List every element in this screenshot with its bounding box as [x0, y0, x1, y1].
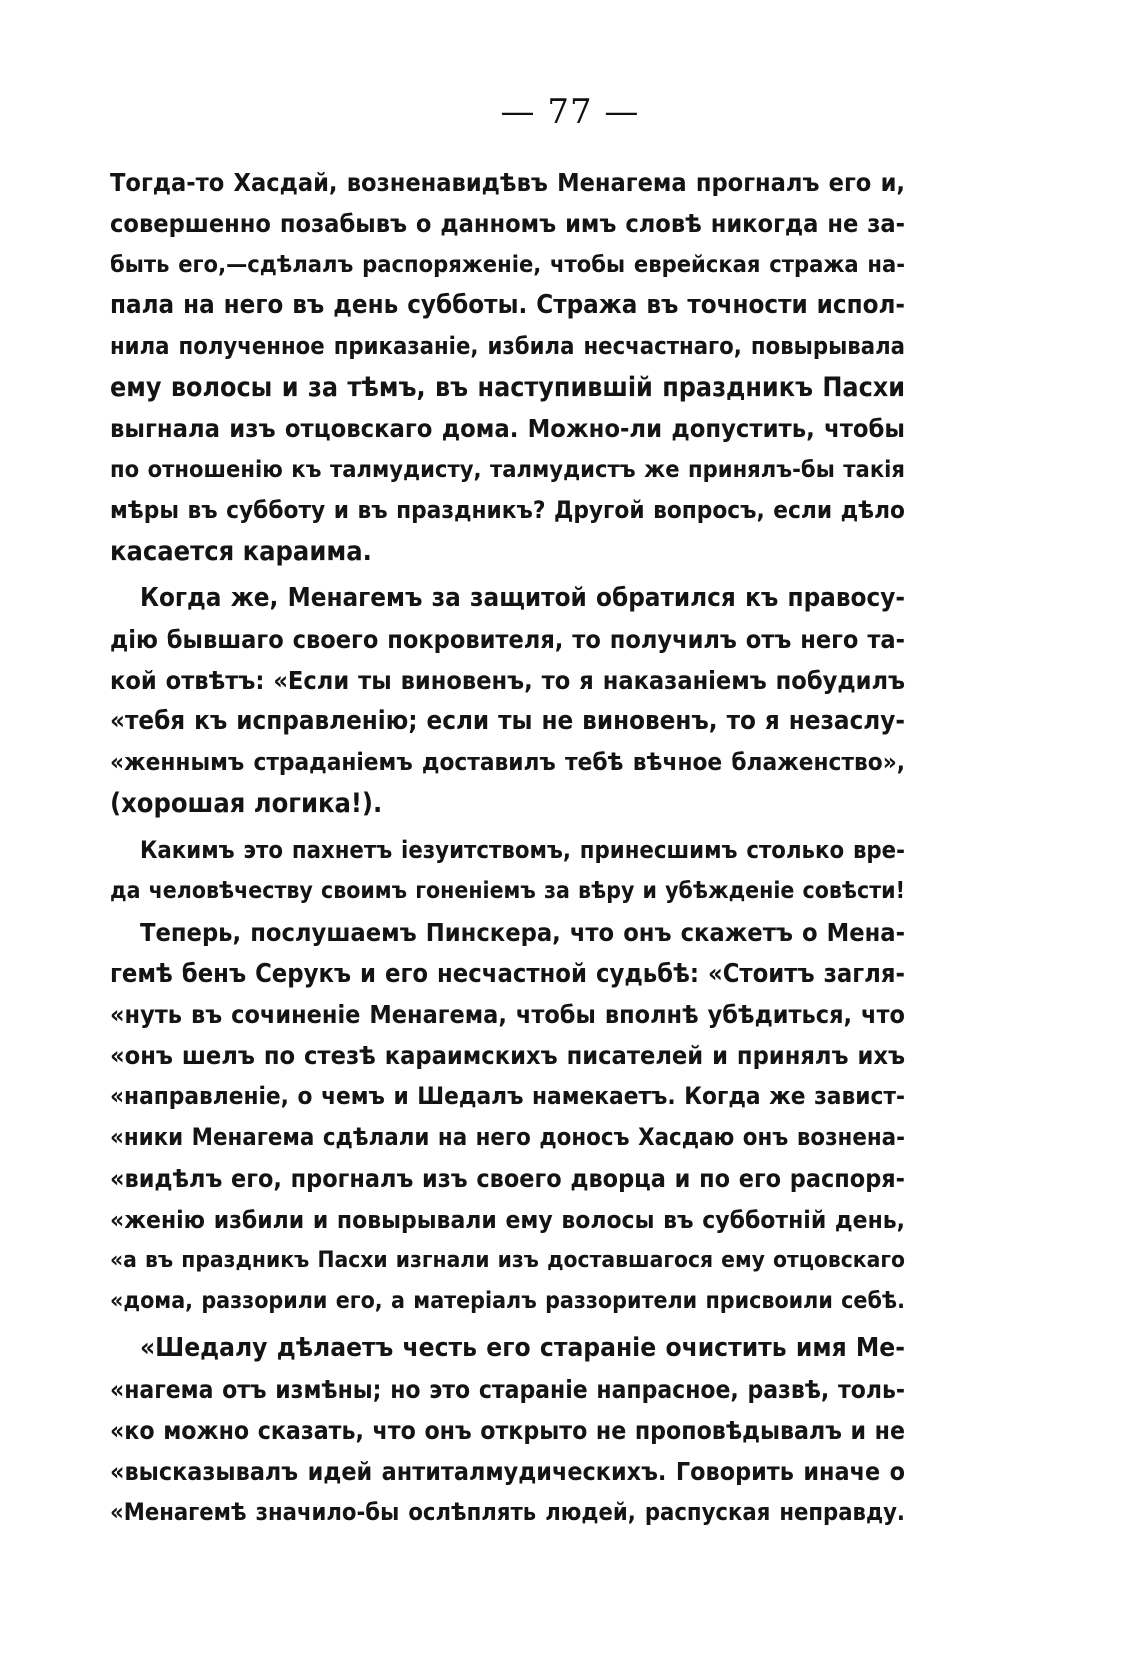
text-line: да человѣчеству своимъ гоненіемъ за вѣру и убѣжденіе совѣсти!	[110, 878, 905, 904]
text-line: дію бывшаго своего покровителя, то получилъ отъ него та-	[110, 625, 905, 654]
text-line: «нагема отъ измѣны; но это стараніе напрасное, развѣ, толь-	[110, 1375, 905, 1404]
text-line: «онъ шелъ по стезѣ караимскихъ писателей и принялъ ихъ	[110, 1041, 905, 1070]
text-line: по отношенію къ талмудисту, талмудистъ же принялъ-бы такія	[110, 455, 905, 483]
text-line: «видѣлъ его, прогналъ изъ своего дворца и по его распоря-	[110, 1164, 905, 1193]
text-line: касается караима.	[110, 536, 372, 567]
text-line: Тогда-то Хасдай, возненавидѣвъ Менагема прогналъ его и,	[110, 168, 905, 197]
text-line: ему волосы и за тѣмъ, въ наступившій праздникъ Пасхи	[110, 372, 905, 403]
text-line: Теперь, послушаемъ Пинскера, что онъ скажетъ о Мена-	[140, 918, 905, 947]
text-line: выгнала изъ отцовскаго дома. Можно-ли допустить, чтобы	[110, 414, 905, 443]
text-line: «а въ праздникъ Пасхи изгнали изъ доставшагося ему отцовскаго	[110, 1247, 905, 1273]
text-line: «направленіе, о чемъ и Шедалъ намекаетъ. Когда же завист-	[110, 1082, 905, 1110]
text-line: совершенно позабывъ о данномъ имъ словѣ никогда не за-	[110, 209, 905, 238]
text-line: «Шедалу дѣлаетъ честь его стараніе очистить имя Ме-	[140, 1333, 905, 1363]
text-line: мѣры въ субботу и въ праздникъ? Другой вопросъ, если дѣло	[110, 496, 905, 524]
text-line: Какимъ это пахнетъ іезуитствомъ, принесшимъ столько вре-	[140, 836, 905, 864]
text-line: кой отвѣтъ: «Если ты виновенъ, то я наказаніемъ побудилъ	[110, 666, 905, 695]
paragraph	[110, 830, 905, 912]
text-line: «Менагемѣ значило-бы ослѣплять людей, распуская неправду.	[110, 1498, 905, 1526]
page-number: — 77 —	[500, 92, 640, 132]
text-line: нила полученное приказаніе, избила несчастнаго, повырывала	[110, 332, 905, 360]
paragraph	[110, 162, 905, 572]
body-text	[110, 162, 905, 1533]
text-line: «тебя къ исправленію; если ты не виновенъ, то я незаслу-	[110, 706, 905, 736]
text-line: «нуть въ сочиненіе Менагема, чтобы вполнѣ убѣдиться, что	[110, 1000, 905, 1029]
text-line: гемѣ бенъ Серукъ и его несчастной судьбѣ: «Стоитъ загля-	[110, 958, 905, 988]
text-line: «ко можно сказать, что онъ открыто не проповѣдывалъ и не	[110, 1416, 905, 1445]
text-line: пала на него въ день субботы. Стража въ точности испол-	[110, 290, 905, 320]
text-line: «женію избили и повырывали ему волосы въ субботній день,	[110, 1205, 905, 1234]
text-line: «женнымъ страданіемъ доставилъ тебѣ вѣчное блаженство»,	[110, 748, 905, 776]
paragraph	[110, 578, 905, 824]
text-line: быть его,—сдѣлалъ распоряженіе, чтобы еврейская стража на-	[110, 250, 905, 278]
paragraph	[110, 912, 905, 1322]
text-line: Когда же, Менагемъ за защитой обратился къ правосу-	[140, 583, 905, 613]
text-line: «высказывалъ идей антиталмудическихъ. Говорить иначе о	[110, 1457, 905, 1486]
text-line: «дома, раззорили его, а матеріалъ раззорители присвоили себѣ.	[110, 1288, 905, 1314]
text-line: «ники Менагема сдѣлали на него доносъ Хасдаю онъ вознена-	[110, 1123, 905, 1151]
text-line: (хорошая логика!).	[110, 788, 383, 819]
paragraph	[110, 1328, 905, 1533]
